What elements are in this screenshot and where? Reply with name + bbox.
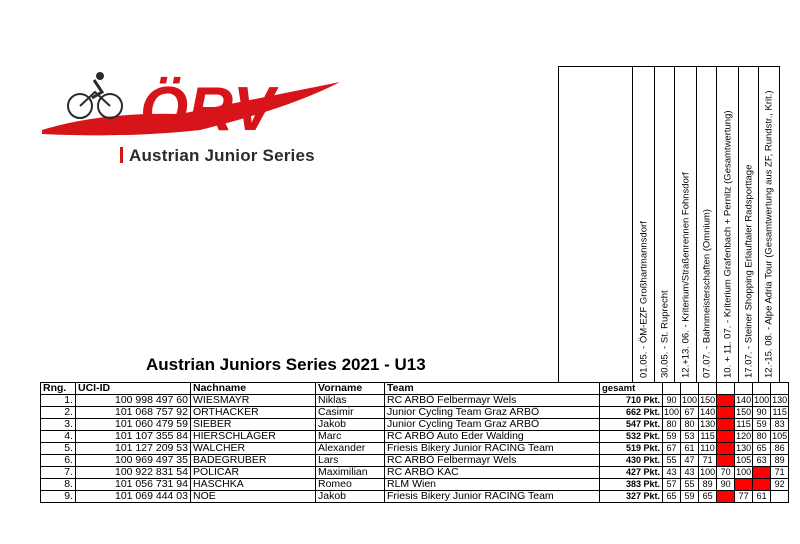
race-score-cell: 47 — [681, 455, 699, 467]
race-score-cell: 65 — [663, 491, 681, 503]
race-score-cell: 65 — [699, 491, 717, 503]
race-score-cell: 130 — [736, 443, 752, 453]
col-race-5-header — [735, 383, 753, 395]
team-cell: RC ARBÖ Felbermayr Wels — [385, 455, 600, 467]
rank-cell: 8. — [41, 479, 76, 491]
race-header-2 — [654, 66, 674, 382]
race-score-cell: 71 — [699, 455, 717, 467]
race-header-label: 30.05. - St. Ruprecht — [659, 290, 670, 378]
total-points-cell: 532 Pkt. — [600, 431, 663, 443]
race-header-3 — [674, 66, 696, 382]
race-score-cell: 43 — [681, 467, 699, 479]
team-cell: Junior Cycling Team Graz ARBÖ — [385, 419, 600, 431]
race-score-cell: 150 — [700, 395, 716, 405]
race-score-cell: 120 — [736, 431, 752, 441]
race-score-cell: 86 — [771, 443, 789, 455]
race-score-cell — [717, 491, 735, 503]
team-cell: Friesis Bikery Junior RACING Team — [385, 491, 600, 503]
total-points-cell: 547 Pkt. — [600, 419, 663, 431]
table-row — [41, 407, 789, 419]
firstname-cell: Alexander — [316, 443, 385, 455]
race-score-cell — [735, 479, 753, 491]
race-score-cell: 115 — [736, 419, 751, 429]
race-score-cell: 100 — [682, 395, 698, 405]
race-score-cell: 59 — [663, 431, 681, 443]
lastname-cell: BADEGRUBER — [191, 455, 316, 467]
race-score-cell: 71 — [771, 467, 789, 479]
lastname-cell: SIEBER — [191, 419, 316, 431]
race-score-cell: 80 — [681, 419, 699, 431]
lastname-cell: HASCHKA — [191, 479, 316, 491]
lastname-cell: NOE — [191, 491, 316, 503]
rank-cell: 6. — [41, 455, 76, 467]
rank-cell: 5. — [41, 443, 76, 455]
uci-id-cell: 100 922 831 54 — [76, 467, 191, 479]
race-score-cell: 61 — [681, 443, 699, 455]
col-lastname-header: Nachname — [191, 383, 316, 395]
race-score-cell — [717, 407, 735, 419]
col-race-3-header — [699, 383, 717, 395]
race-header-1 — [632, 66, 654, 382]
race-score-cell — [753, 467, 771, 479]
gesamt-header-border — [558, 66, 559, 382]
race-score-cell: 90 — [663, 395, 681, 407]
uci-id-cell: 100 998 497 60 — [76, 395, 191, 407]
race-header-7 — [758, 66, 780, 382]
uci-id-cell: 101 127 209 53 — [76, 443, 191, 455]
team-cell: RLM Wien — [385, 479, 600, 491]
col-race-1-header — [663, 383, 681, 395]
race-header-label: 12.-15. 08. - Alpe Adria Tour (Gesamtwertung aus ZF, Rundstr., Krit.) — [763, 90, 775, 378]
col-firstname-header: Vorname — [316, 383, 385, 395]
lastname-cell: WALCHER — [191, 443, 316, 455]
lastname-cell: POLICAR — [191, 467, 316, 479]
race-score-cell: 89 — [771, 455, 789, 467]
race-score-cell: 130 — [700, 419, 716, 429]
logo-subtitle-text: Austrian Junior Series — [129, 146, 315, 165]
page-title: Austrian Juniors Series 2021 - U13 — [146, 355, 426, 374]
race-score-cell — [717, 395, 735, 407]
race-score-cell — [717, 455, 735, 467]
col-uci-header: UCI-ID — [76, 383, 191, 395]
team-cell: Friesis Bikery Junior RACING Team — [385, 443, 600, 455]
race-score-cell: 80 — [663, 419, 681, 431]
race-header-5 — [716, 66, 738, 382]
total-points-cell: 519 Pkt. — [600, 443, 663, 455]
race-header-6 — [738, 66, 758, 382]
race-score-cell — [753, 479, 771, 491]
uci-id-cell: 101 068 757 92 — [76, 407, 191, 419]
rank-cell: 9. — [41, 491, 76, 503]
race-score-cell: 53 — [681, 431, 699, 443]
firstname-cell: Jakob — [316, 491, 385, 503]
race-score-cell: 110 — [700, 443, 715, 453]
rank-cell: 2. — [41, 407, 76, 419]
lastname-cell: WIESMAYR — [191, 395, 316, 407]
race-score-cell: 57 — [663, 479, 681, 491]
total-points-cell: 327 Pkt. — [600, 491, 663, 503]
total-points-cell: 383 Pkt. — [600, 479, 663, 491]
col-race-6-header — [753, 383, 771, 395]
race-score-cell: 70 — [717, 467, 735, 479]
race-header-label: 17.07. - Steiner Shopping Erlauftaler Radsporttage — [743, 164, 754, 378]
col-race-4-header — [717, 383, 735, 395]
rank-cell: 3. — [41, 419, 76, 431]
col-rank-header: Rng. — [41, 383, 76, 395]
race-score-cell: 55 — [663, 455, 681, 467]
race-score-cell: 100 — [754, 395, 770, 405]
race-score-cell: 140 — [700, 407, 716, 417]
team-cell: RC ARBÖ Auto Eder Walding — [385, 431, 600, 443]
uci-id-cell: 101 060 479 59 — [76, 419, 191, 431]
total-points-cell: 430 Pkt. — [600, 455, 663, 467]
race-score-cell: 105 — [736, 455, 752, 465]
race-score-cell: 67 — [663, 443, 681, 455]
race-score-cell: 92 — [771, 479, 789, 491]
race-score-cell: 100 — [664, 407, 680, 417]
race-score-cell: 140 — [736, 395, 752, 405]
race-header-4 — [696, 66, 716, 382]
firstname-cell: Romeo — [316, 479, 385, 491]
uci-id-cell: 101 069 444 03 — [76, 491, 191, 503]
table-header-row — [41, 383, 789, 395]
race-score-cell: 90 — [753, 407, 771, 419]
race-score-cell: 90 — [717, 479, 735, 491]
logo-subtitle — [120, 146, 315, 166]
firstname-cell: Jakob — [316, 419, 385, 431]
lastname-cell: ORTHACKER — [191, 407, 316, 419]
firstname-cell: Casimir — [316, 407, 385, 419]
race-score-cell: 55 — [681, 479, 699, 491]
race-score-cell: 61 — [753, 491, 771, 503]
race-score-cell: 105 — [772, 431, 788, 441]
race-score-cell: 130 — [772, 395, 788, 405]
team-cell: RC ARBÖ Felbermayr Wels — [385, 395, 600, 407]
table-row — [41, 479, 789, 491]
race-score-cell: 63 — [753, 455, 771, 467]
race-header-label: 12.+13. 06. - Kriterium/Straßenrennen Fohnsdorf — [680, 172, 691, 378]
uci-id-cell: 101 056 731 94 — [76, 479, 191, 491]
col-team-header: Team — [385, 383, 600, 395]
firstname-cell: Lars — [316, 455, 385, 467]
race-score-cell: 100 — [700, 467, 716, 477]
results-table — [40, 382, 789, 503]
logo-bar — [120, 147, 123, 163]
firstname-cell: Marc — [316, 431, 385, 443]
race-score-cell: 100 — [736, 467, 752, 477]
team-cell: Junior Cycling Team Graz ARBÖ — [385, 407, 600, 419]
table-row — [41, 395, 789, 407]
race-score-cell: 150 — [736, 407, 752, 417]
lastname-cell: HIERSCHLÄGER — [191, 431, 316, 443]
table-row — [41, 419, 789, 431]
col-total-header: gesamt — [600, 383, 663, 395]
race-score-cell: 67 — [681, 407, 699, 419]
race-header-label: 01.05. - ÖM-EZF Großhartmannsdorf — [638, 221, 649, 378]
race-score-cell: 80 — [753, 431, 771, 443]
total-points-cell: 710 Pkt. — [600, 395, 663, 407]
uci-id-cell: 101 107 355 84 — [76, 431, 191, 443]
race-score-cell — [771, 491, 789, 503]
total-points-cell: 427 Pkt. — [600, 467, 663, 479]
table-row — [41, 455, 789, 467]
logo-text: ÖRV — [140, 75, 275, 144]
table-row — [41, 491, 789, 503]
race-score-cell: 59 — [753, 419, 771, 431]
team-cell: RC ARBÖ KAC — [385, 467, 600, 479]
col-race-2-header — [681, 383, 699, 395]
rank-cell: 4. — [41, 431, 76, 443]
race-score-cell — [717, 419, 735, 431]
race-score-cell: 43 — [663, 467, 681, 479]
race-score-cell — [717, 431, 735, 443]
race-header-label: 10. + 11. 07. - Kriterium Grafenbach + Pernitz (Gesamtwertung) — [722, 110, 733, 378]
race-score-cell: 83 — [771, 419, 789, 431]
race-score-cell: 77 — [735, 491, 753, 503]
race-score-cell: 115 — [700, 431, 715, 441]
race-score-cell: 89 — [699, 479, 717, 491]
table-row — [41, 467, 789, 479]
race-score-cell: 59 — [681, 491, 699, 503]
table-row — [41, 431, 789, 443]
col-race-7-header — [771, 383, 789, 395]
uci-id-cell: 100 969 497 35 — [76, 455, 191, 467]
total-points-cell: 662 Pkt. — [600, 407, 663, 419]
firstname-cell: Maximilian — [316, 467, 385, 479]
firstname-cell: Niklas — [316, 395, 385, 407]
race-score-cell: 115 — [772, 407, 787, 417]
rank-cell: 7. — [41, 467, 76, 479]
race-score-cell — [717, 443, 735, 455]
race-score-cell: 65 — [753, 443, 771, 455]
rank-cell: 1. — [41, 395, 76, 407]
race-header-label: 07.07. - Bahnmeisterschaften (Omnium) — [701, 209, 712, 378]
table-row — [41, 443, 789, 455]
